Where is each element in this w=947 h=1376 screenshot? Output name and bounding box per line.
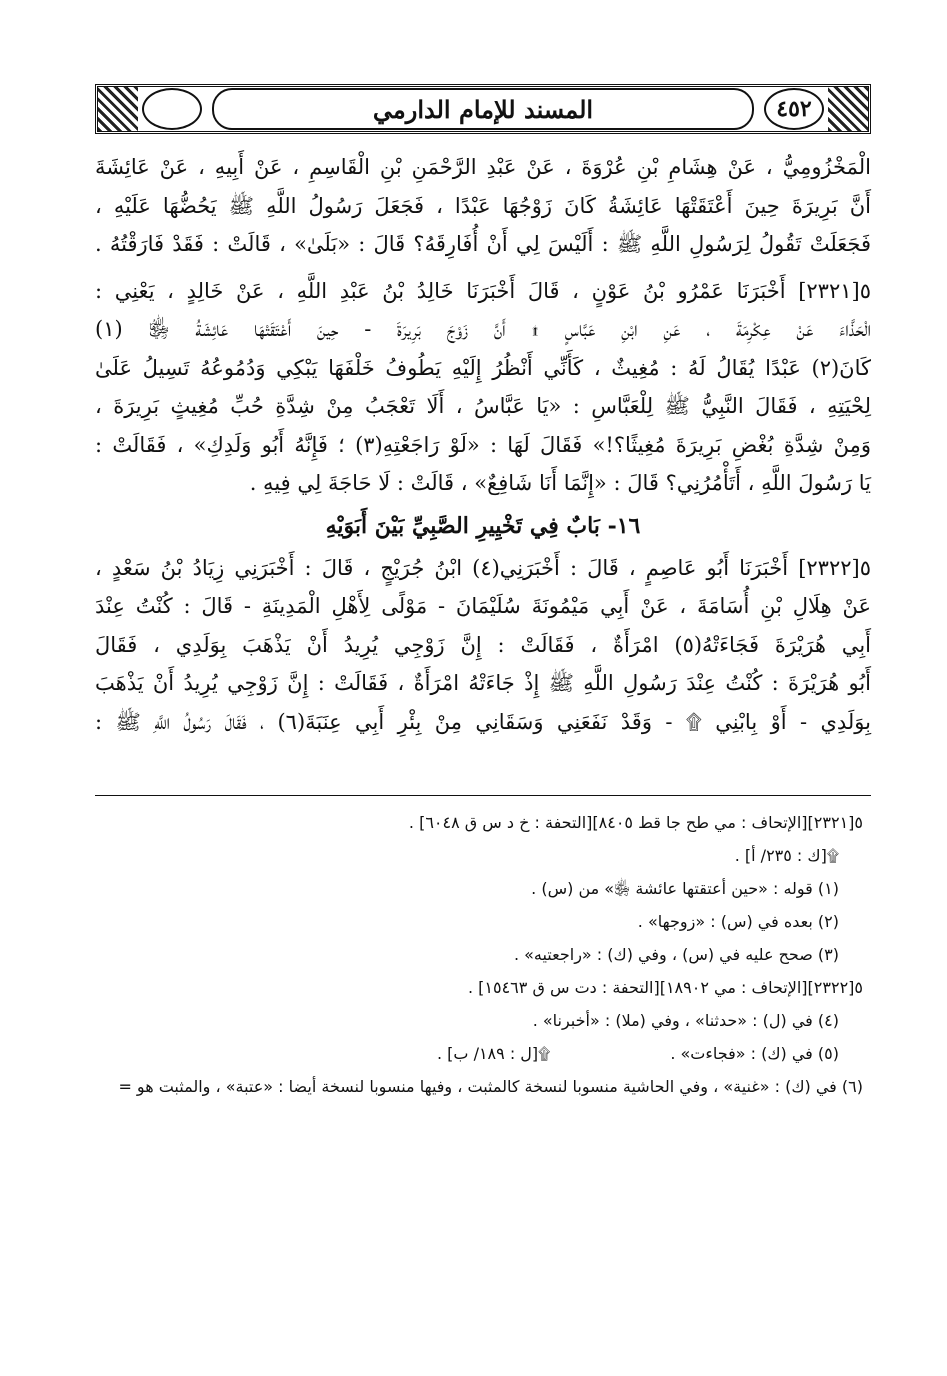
page-header bbox=[95, 84, 871, 134]
footnote: (٢) بعده في (س) : «زوجها» . bbox=[637, 912, 839, 931]
text-line: الْمَخْزُومِيُّ ، عَنْ هِشَامِ بْنِ عُرْوَةَ ، عَنْ عَبْدِ الرَّحْمَنِ بْنِ الْقَاسِمِ ، عَنْ أَبِيهِ ، عَنْ عَائِشَةَ bbox=[95, 155, 871, 179]
footnote: (٣) صحح عليه في (س) ، وفي (ك) : «راجعتيه» . bbox=[513, 945, 839, 964]
text-line: كَانَ(٢) عَبْدًا يُقَالُ لَهُ : مُغِيثٌ ، كَأَنِّي أَنْظُرُ إِلَيْهِ يَطُوفُ خَلْفَهَا يَبْكِي وَدُمُوعُهُ تَسِيلُ عَلَىٰ bbox=[95, 355, 871, 380]
text-line: عَنْ هِلَالِ بْنِ أُسَامَةَ ، عَنْ أَبِي مَيْمُونَةَ سُلَيْمَانَ - مَوْلًى لِأَهْلِ الْمَدِينَةِ - قَالَ : كُنْتُ عِنْدَ bbox=[95, 594, 871, 618]
ornament-left bbox=[98, 87, 138, 131]
footnote: (٥) في (ك) : «فجاءت» . bbox=[670, 1044, 839, 1063]
text-line: لِحْيَتِهِ ، فَقَالَ النَّبِيُّ ﷺ لِلْعَبَّاسِ : «يَا عَبَّاسُ ، أَلَا تَعْجَبُ مِنْ شِدَّةِ حُبِّ مُغِيثٍ بَرِيرَةَ ، bbox=[95, 394, 871, 418]
manuscript-note: ۩[ل : ١٨٩/ ب] . bbox=[437, 1044, 551, 1063]
footnote: (٦) في (ك) : «غنية» ، وفي الحاشية منسوبا لنسخة كالمثبت ، وفيها منسوبا لنسخة أيضا : «عتبة» ، والمثبت هو = bbox=[118, 1077, 863, 1096]
source-note: ٥[٢٣٢١][الإتحاف : مي طح جا قط ٨٤٠٥][التحفة : خ د س ق ٦٠٤٨] . bbox=[408, 813, 863, 832]
text-line: أَنَّ بَرِيرَةَ حِينَ أَعْتَقَتْهَا عَائِشَةُ كَانَ زَوْجُهَا عَبْدًا ، فَجَعَلَ رَسُولُ اللَّهِ ﷺ يَحُضُّهَا عَلَيْهِ ، bbox=[95, 193, 871, 218]
footnotes bbox=[95, 806, 871, 1103]
manuscript-note: ۩[ك : ٢٣٥/ أ] . bbox=[734, 846, 839, 865]
book-logo bbox=[142, 88, 202, 130]
hadith-2321-line: ٥[٢٣٢١] أَخْبَرَنَا عَمْرُو بْنُ عَوْنٍ ، قَالَ أَخْبَرَنَا خَالِدُ بْنُ عَبْدِ اللَّهِ ، عَنْ خَالِدٍ ، يَعْنِي : bbox=[95, 278, 871, 303]
text-line: أَبُو هُرَيْرَةَ : كُنْتُ عِنْدَ رَسُولِ اللَّهِ ﷺ إِذْ جَاءَتْهُ امْرَأَةٌ ، فَقَالَتْ : إِنَّ زَوْجِي يُرِيدُ أَنْ يَذْهَبَ bbox=[95, 671, 871, 695]
text-line: أَبِي هُرَيْرَةَ فَجَاءَتْهُ(٥) امْرَأَةٌ ، فَقَالَتْ : إِنَّ زَوْجِي يُرِيدُ أَنْ يَذْهَبَ بِوَلَدِي ، فَقَالَ bbox=[95, 632, 871, 657]
hadith-2322-line: ٥[٢٣٢٢] أَخْبَرَنَا أَبُو عَاصِمٍ ، قَالَ : أَخْبَرَنِي(٤) ابْنُ جُرَيْجٍ ، قَالَ : أَخْبَرَنِي زِيَادُ بْنُ سَعْدٍ ، bbox=[95, 555, 871, 580]
footnote: (٤) في (ل) : «حدثنا» ، وفي (ملا) : «أخبرنا» . bbox=[532, 1011, 839, 1030]
text-line: الْحَذَّاءَ عَنْ عِكْرِمَةَ ، عَنِ ابْنِ عَبَّاسٍ ۩ أَنَّ زَوْجَ بَرِيرَةَ - حِينَ أَعْتَقَتْهَا عَائِشَةُ ﵂ (١) bbox=[95, 317, 871, 341]
text-line: يَا رَسُولَ اللَّهِ ، أَتَأْمُرُنِي؟ قَالَ : «إِنَّمَا أَنَا شَافِعٌ» ، قَالَتْ : لَا حَاجَةَ لِي فِيهِ . bbox=[249, 471, 871, 495]
footnote-separator bbox=[95, 795, 871, 796]
title-cartouche bbox=[212, 88, 754, 130]
chapter-heading: ١٦- بَابٌ فِي تَخْيِيرِ الصَّبِيِّ بَيْنَ أَبَوَيْهِ bbox=[325, 512, 641, 539]
text-line: وَمِنْ شِدَّةِ بُغْضِ بَرِيرَةَ مُغِيثًا؟!» فَقَالَ لَهَا : «لَوْ رَاجَعْتِهِ(٣) ؛ فَإِنَّهُ أَبُو وَلَدِكِ» ، فَقَالَتْ : bbox=[95, 432, 871, 457]
ornament-right bbox=[828, 87, 868, 131]
page-number-medallion bbox=[764, 88, 824, 130]
text-line: بِوَلَدِي - أَوْ بِابْنِي ۩ - وَقَدْ نَفَعَنِي وَسَقَانِي مِنْ بِئْرِ أَبِي عِنَبَةَ(٦) ، فَقَالَ رَسُولُ اللَّهِ ﷺ : bbox=[95, 709, 872, 734]
source-note: ٥[٢٣٢٢][الإتحاف : مي ١٨٩٠٢][التحفة : دت س ق ١٥٤٦٣] . bbox=[467, 978, 863, 997]
text-line: فَجَعَلَتْ تَقُولُ لِرَسُولِ اللَّهِ ﷺ : أَلَيْسَ لِي أَنْ أُفَارِقَهُ؟ قَالَ : «بَلَىٰ» ، قَالَتْ : فَقَدْ فَارَقْتُهُ . bbox=[95, 232, 871, 256]
running-title: المسند للإمام الدارمي bbox=[372, 94, 594, 124]
main-text bbox=[95, 148, 871, 741]
page-number: ٤٥٢ bbox=[776, 96, 812, 122]
footnote: (١) قوله : «حين أعتقتها عائشة ﵂» من (س) . bbox=[531, 879, 839, 898]
footnote-row bbox=[95, 1037, 871, 1070]
